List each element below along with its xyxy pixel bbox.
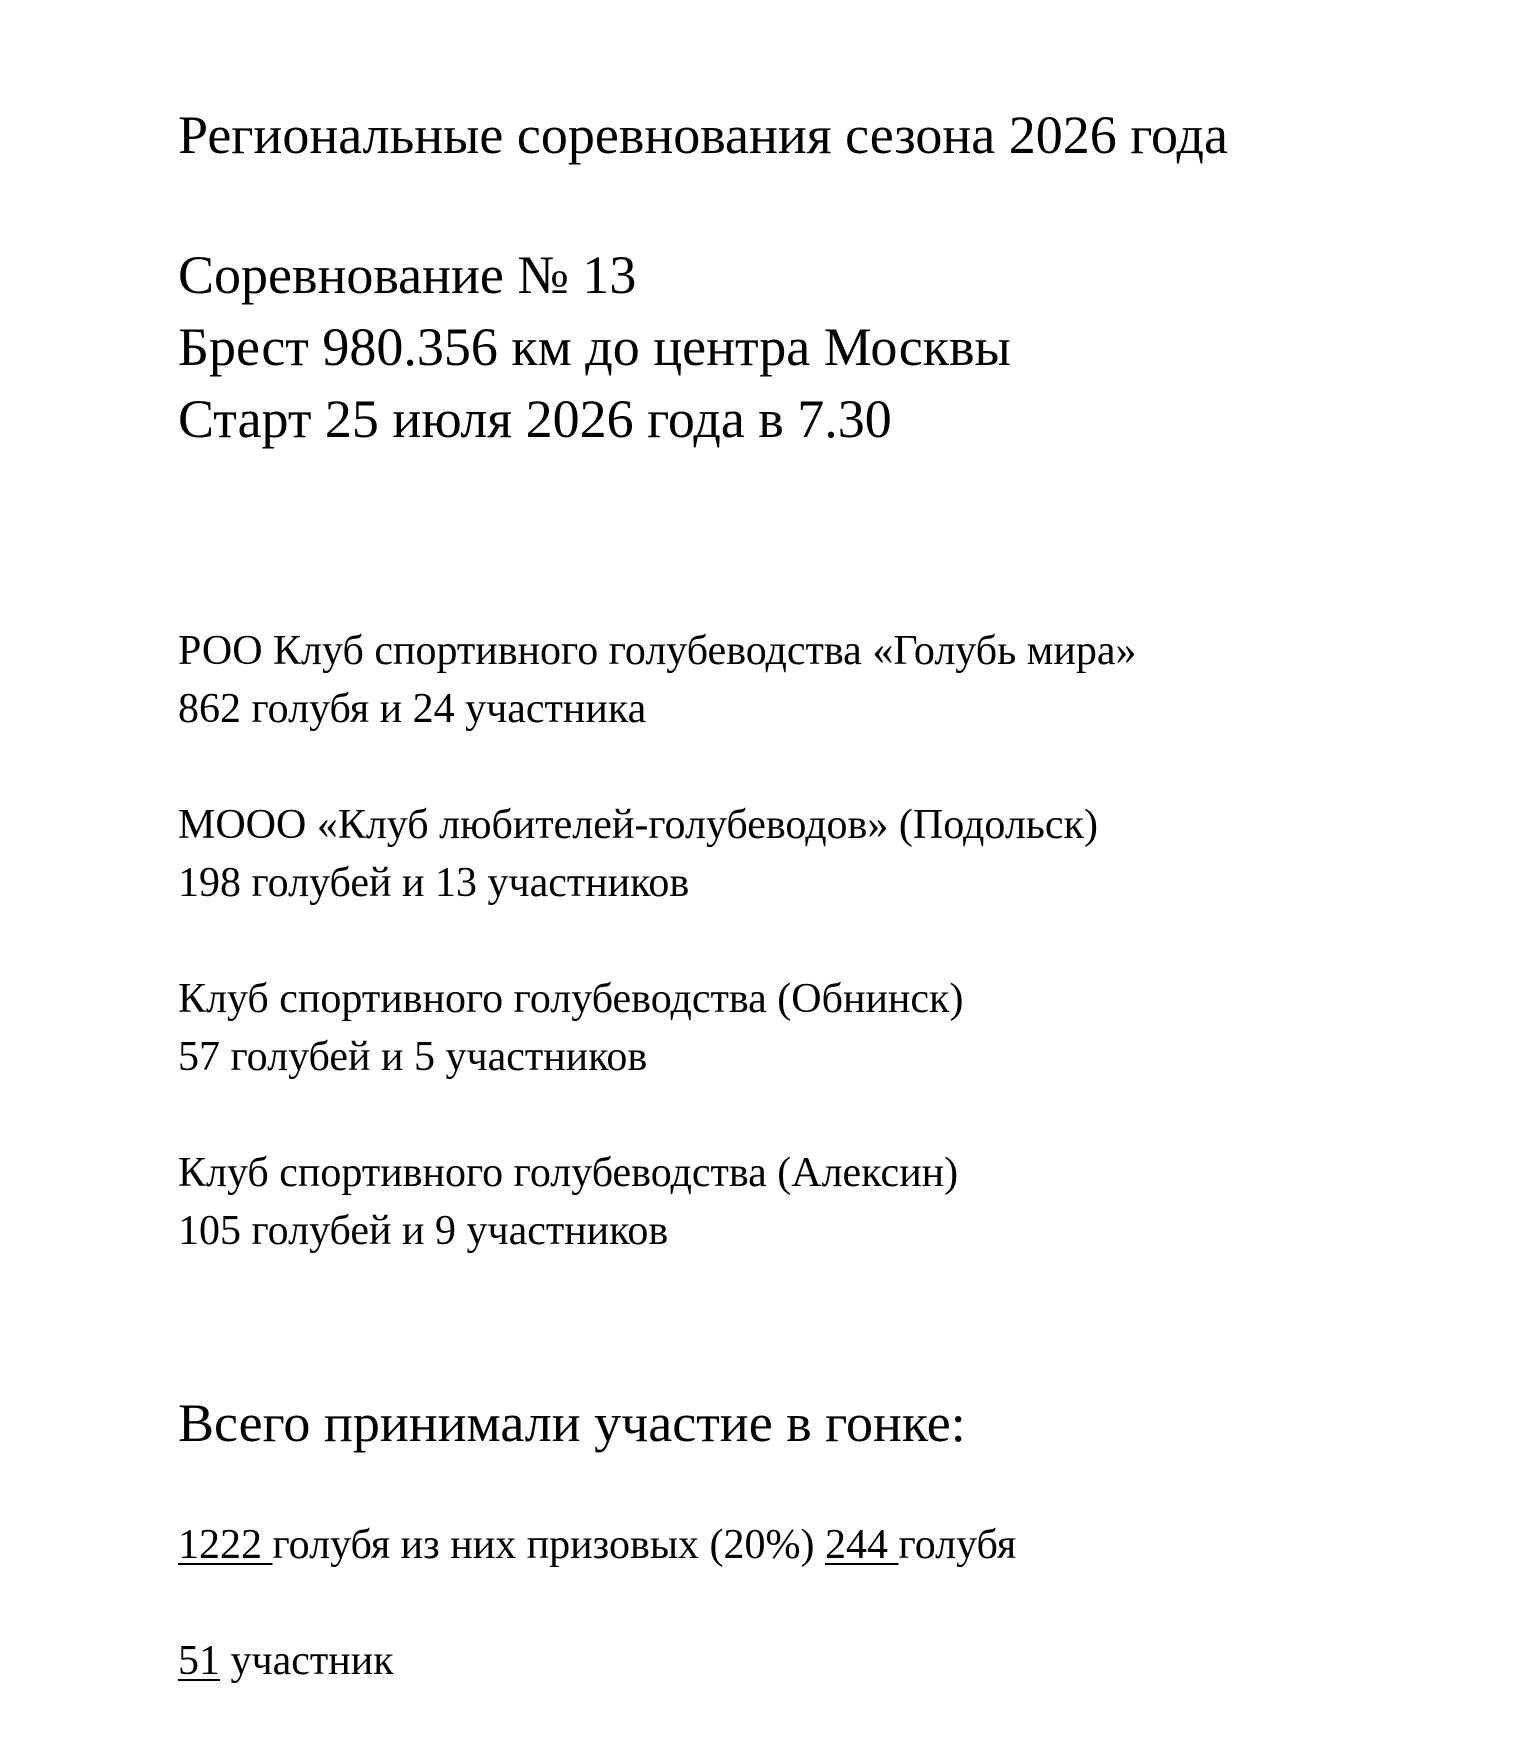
start-time: Старт 25 июля 2026 года в 7.30 [178, 389, 892, 449]
competition-number: Соревнование № 13 [178, 245, 637, 305]
summary-heading: Всего принимали участие в гонке: [178, 1393, 966, 1453]
club-1-name: РОО Клуб спортивного голубеводства «Голубь мира» [178, 628, 1137, 674]
participants-text: участник [220, 1638, 394, 1684]
club-3-name: Клуб спортивного голубеводства (Обнинск) [178, 976, 964, 1022]
prize-text: голубя [898, 1522, 1017, 1568]
participants-total: 51 [178, 1638, 220, 1684]
pigeons-total: 1222 [178, 1522, 273, 1568]
route-distance: Брест 980.356 км до центра Москвы [178, 317, 1011, 377]
season-title: Региональные соревнования сезона 2026 года [178, 105, 1228, 165]
summary-participants-line [178, 1640, 394, 1682]
club-4-name: Клуб спортивного голубеводства (Алексин) [178, 1150, 959, 1196]
club-4-stats: 105 голубей и 9 участников [178, 1208, 669, 1254]
prize-total: 244 [825, 1522, 899, 1568]
club-1-stats: 862 голубя и 24 участника [178, 686, 647, 732]
club-2-name: МООО «Клуб любителей-голубеводов» (Подольск) [178, 802, 1098, 848]
summary-pigeons-line [178, 1524, 1016, 1566]
club-2-stats: 198 голубей и 13 участников [178, 860, 690, 906]
club-3-stats: 57 голубей и 5 участников [178, 1034, 648, 1080]
pigeons-text: голубя из них призовых (20%) [272, 1522, 826, 1568]
